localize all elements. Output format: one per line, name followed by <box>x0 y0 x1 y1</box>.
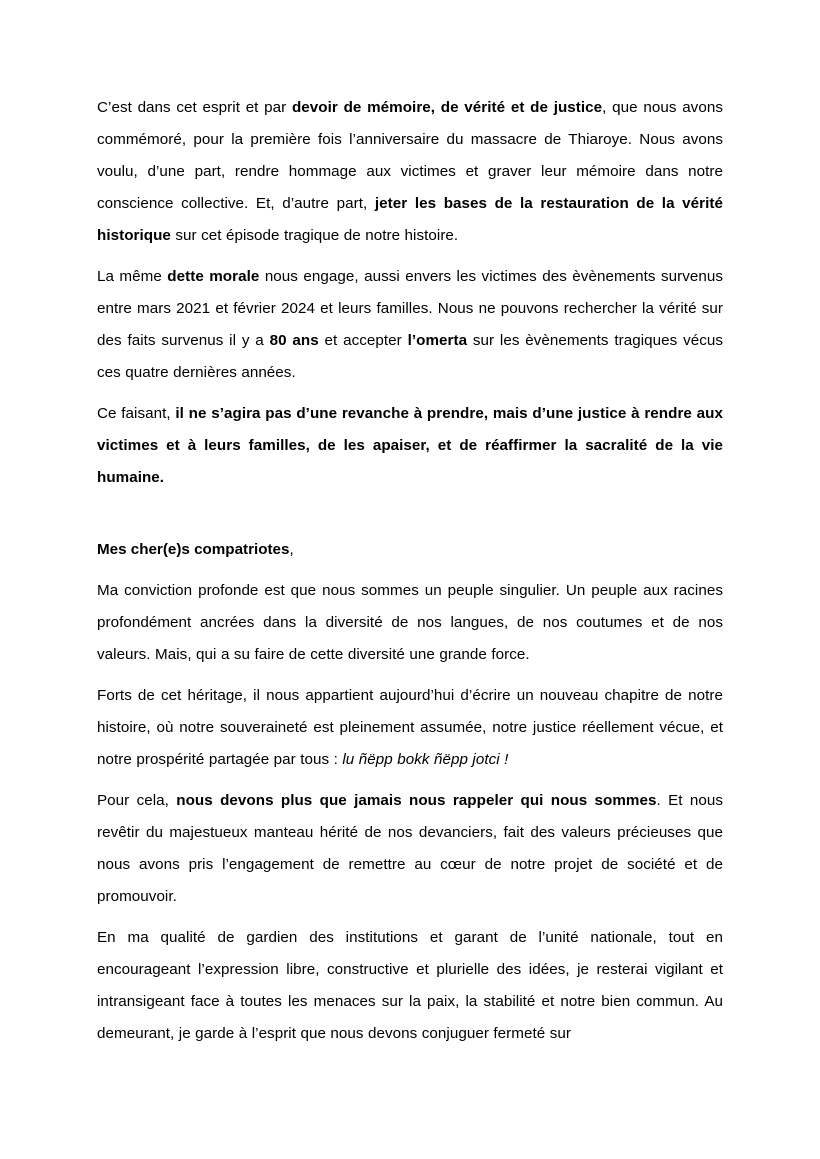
paragraph-5 <box>97 680 723 776</box>
text-run: Forts de cet héritage, il nous appartient aujourd’hui d’écrire un nouveau chapitre de notre histoire, où notre souveraineté est pleinement assumée, notre justice réellement vécue, et notre prospérité partagée par tous : <box>97 687 723 768</box>
paragraph-3 <box>97 398 723 494</box>
paragraph-1 <box>97 92 723 252</box>
text-run: . Et nous revêtir du majestueux manteau hérité de nos devanciers, fait des valeurs précieuses que nous avons pris l’engagement de remettre au cœur de notre projet de société et de promouvoir. <box>97 792 723 905</box>
text-run: Ma conviction profonde est que nous sommes un peuple singulier. Un peuple aux racines profondément ancrées dans la diversité de nos langues, de nos coutumes et de nos valeurs. Mais, qui a su faire de cette diversité une grande force. <box>97 582 723 663</box>
heading-punctuation: , <box>289 541 294 558</box>
text-run-bold: 80 ans <box>269 332 319 349</box>
text-run: et accepter <box>318 332 408 349</box>
text-run: nous engage, aussi envers les victimes des èvènements survenus entre mars 2021 et février 2024 et leurs familles. Nous ne pouvons rechercher la vérité sur des faits survenus il y a <box>97 268 724 349</box>
text-run: En ma qualité de gardien des institutions et garant de l’unité nationale, tout en encourageant l’expression libre, constructive et plurielle des idées, je resterai vigilant et intransigeant face à toutes les menaces sur la paix, la stabilité et notre bien commun. Au demeurant, je garde à l’esprit que nous devons conjuguer fermeté sur <box>97 929 723 1042</box>
text-run-italic-wolof: lu ñëpp bokk ñëpp jotci ! <box>342 751 509 768</box>
paragraph-6 <box>97 785 723 913</box>
text-run: sur cet épisode tragique de notre histoire. <box>170 227 459 244</box>
text-run: sur les èvènements tragiques vécus ces quatre dernières années. <box>97 332 723 381</box>
heading-text: Mes cher(e)s compatriotes <box>97 541 290 558</box>
paragraph-2 <box>97 261 723 389</box>
text-run-bold: nous devons plus que jamais nous rappeler qui nous sommes <box>176 792 657 809</box>
text-run: , que nous avons commémoré, pour la première fois l’anniversaire du massacre de Thiaroye. Nous avons voulu, d’une part, rendre hommage aux victimes et graver leur mémoire dans notre conscience collective. Et, d’autre part, <box>97 99 723 212</box>
text-run-bold: dette morale <box>167 268 260 285</box>
text-run-bold: il ne s’agira pas d’une revanche à prendre, mais d’une justice à rendre aux victimes et à leurs familles, de les apaiser, et de réaffirmer la sacralité de la vie humaine. <box>97 405 723 486</box>
text-run-bold: devoir de mémoire, de vérité et de justice <box>291 99 603 116</box>
paragraph-4 <box>97 575 723 671</box>
section-heading-compatriotes <box>97 534 723 566</box>
paragraph-7 <box>97 922 723 1050</box>
text-run: Ce faisant, <box>97 405 176 422</box>
text-run: C’est dans cet esprit et par <box>97 99 292 116</box>
text-run-bold: jeter les bases de la restauration de la vérité historique <box>97 195 724 244</box>
text-run-bold: l’omerta <box>407 332 468 349</box>
text-run: La même <box>97 268 168 285</box>
document-text-column <box>97 92 723 1059</box>
text-run: Pour cela, <box>97 792 177 809</box>
blank-line-spacer <box>97 503 723 534</box>
